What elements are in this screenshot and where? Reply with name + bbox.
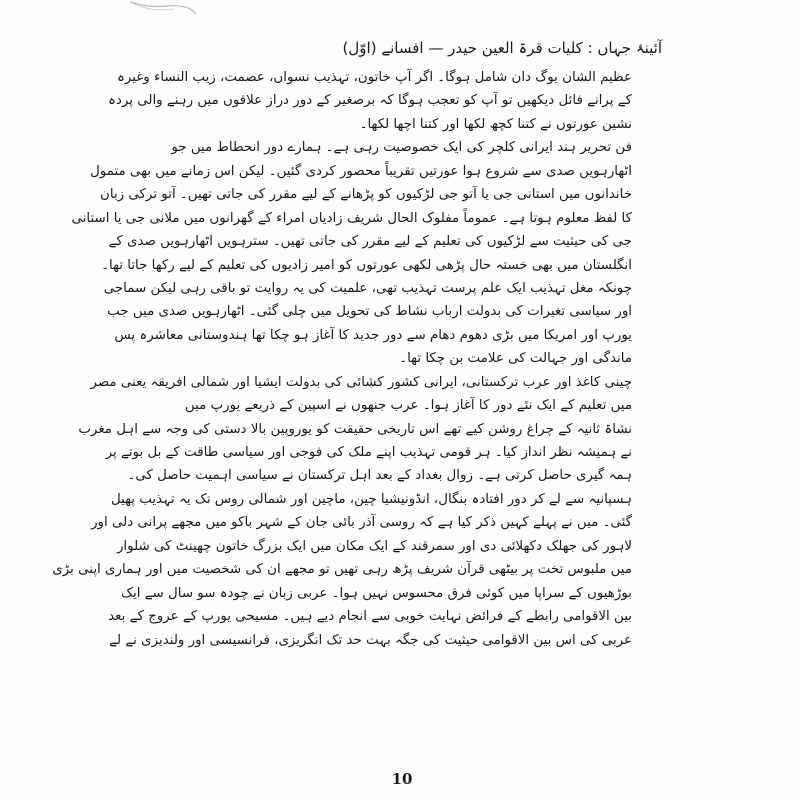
page-body-text — [52, 66, 632, 652]
text-line: ہسپانیہ سے لے کر دور افتادہ بنگال، انڈونیشیا چین، ماچین اور شمالی روس تک یہ تہذیب پھیل — [110, 491, 632, 507]
text-line: انگلستان میں بھی خستہ حال پڑھی لکھی عورتوں کو امیر زادیوں کی تعلیم کے لیے رکھا جاتا تھا۔ — [101, 257, 632, 273]
text-line: اٹھارہویں صدی سے شروع ہوا عورتیں تقریباً محصور کردی گئیں۔ لیکن اس زمانے میں بھی متمول — [90, 163, 632, 179]
text-line: چونکہ مغل تہذیب ایک علم پرست تہذیب تھی، علمیت کی یہ روایت تو باقی رہی لیکن سماجی — [103, 280, 632, 296]
text-line: بین الاقوامی رابطے کے فرائض نہایت خوبی سے انجام دیے ہیں۔ مسیحی یورپ کے عروج کے بعد — [108, 609, 632, 625]
text-line: جی کی حیثیت سے لڑکیوں کی تعلیم کے لیے مقرر کی جاتی تھیں۔ سترہویں اٹھارہویں صدی کے — [108, 234, 632, 250]
text-line: خاندانوں میں استانی جی یا آتو جی لڑکیوں کو پڑھانے کے لیے مقرر کی جاتی تھیں۔ آتو ترکی زبان — [100, 187, 632, 203]
text-line: عظیم الشان یوگ دان شامل ہوگا۔ اگر آپ خاتون، تہذیب نسواں، عصمت، زیب النساء وغیرہ — [117, 70, 632, 85]
text-line: نشین عورتوں نے کتنا کچھ لکھا اور کتنا اچھا لکھا۔ — [359, 116, 632, 132]
text-line: اور سیاسی تغیرات کی بدولت ارباب نشاط کی تحویل میں چلی گئی۔ اٹھارہویں صدی میں جب — [107, 304, 632, 320]
text-line: کے پرانے فائل دیکھیں تو آپ کو تعجب ہوگا کہ برصغیر کے دور دراز علاقوں میں رہنے والی پردہ — [108, 93, 632, 109]
scanner-corner-mark — [128, 0, 198, 18]
text-line: ماندگی اور جہالت کی علامت بن چکا تھا۔ — [399, 351, 632, 367]
text-line: نشاۃ ثانیہ کے چراغ روشن کیے تھے اس تاریخی حقیقت کو یوروپین بالا دستی کی وجہ سے اہل مغرب — [78, 421, 632, 437]
text-line: گئی۔ میں نے پہلے کہیں ذکر کیا ہے کہ روسی آذر بائی جان کے شہر باکو میں مجھے پرانی دلی اور — [91, 515, 632, 531]
text-line: بوڑھیوں کے سراپا میں کوئی فرق محسوس نہیں ہوا۔ عربی زبان نے چودہ سو سال سے ایک — [121, 585, 632, 601]
text-line: میں تعلیم کے ایک نئے دور کا آغاز ہوا۔ عرب جنھوں نے اسپین کے ذریعے یورپ میں — [184, 398, 632, 414]
text-line: لاہور کی جھلک دکھلائی دی اور سمرقند کے ایک مکان میں ایک بزرگ خاتون چھینٹ کی شلوار — [116, 538, 632, 554]
text-line: میں ملبوس تخت پر بیٹھی قرآن شریف پڑھ رہی تھیں تو مجھے ان کی شخصیت میں اور ہماری اپنی بڑی — [52, 562, 632, 578]
running-header: آئینۂ جہاں : کلیات قرۃ العین حیدر — افسانے (اوّل) — [342, 39, 662, 57]
text-line: چینی کاغذ اور عرب ترکستانی، ایرانی کشور کشائی کی بدولت ایشیا اور شمالی افریقہ یعنی مصر — [90, 374, 632, 390]
page-number: 10 — [391, 770, 413, 788]
text-line: کا لفظ معلوم ہوتا ہے۔ عموماً مفلوک الحال شریف زادیاں امراء کے گھرانوں میں ملانی جی یا استانی — [71, 210, 632, 226]
text-line: ہمہ گیری حاصل کرتی ہے۔ زوال بغداد کے بعد اہل ترکستان نے سیاسی اہمیت حاصل کی۔ — [127, 468, 632, 484]
text-line: یورپ اور امریکا میں بڑی دھوم دھام سے دور جدید کا آغاز ہو چکا تھا ہندوستانی معاشرہ پس — [114, 327, 632, 343]
text-line: نے ہمیشہ نظر انداز کیا۔ ہر قومی تہذیب اپنے ملک کی فوجی اور سیاسی طاقت کے بل بوتے پر — [105, 445, 632, 460]
text-line: فن تحریر ہند ایرانی کلچر کی ایک خصوصیت رہی ہے۔ ہمارے دور انحطاط میں جو — [171, 140, 632, 156]
text-line: عربی کی اس بین الاقوامی حیثیت کی جگہ بہت حد تک انگریزی، فرانسیسی اور ولندیزی نے لے — [109, 632, 632, 648]
